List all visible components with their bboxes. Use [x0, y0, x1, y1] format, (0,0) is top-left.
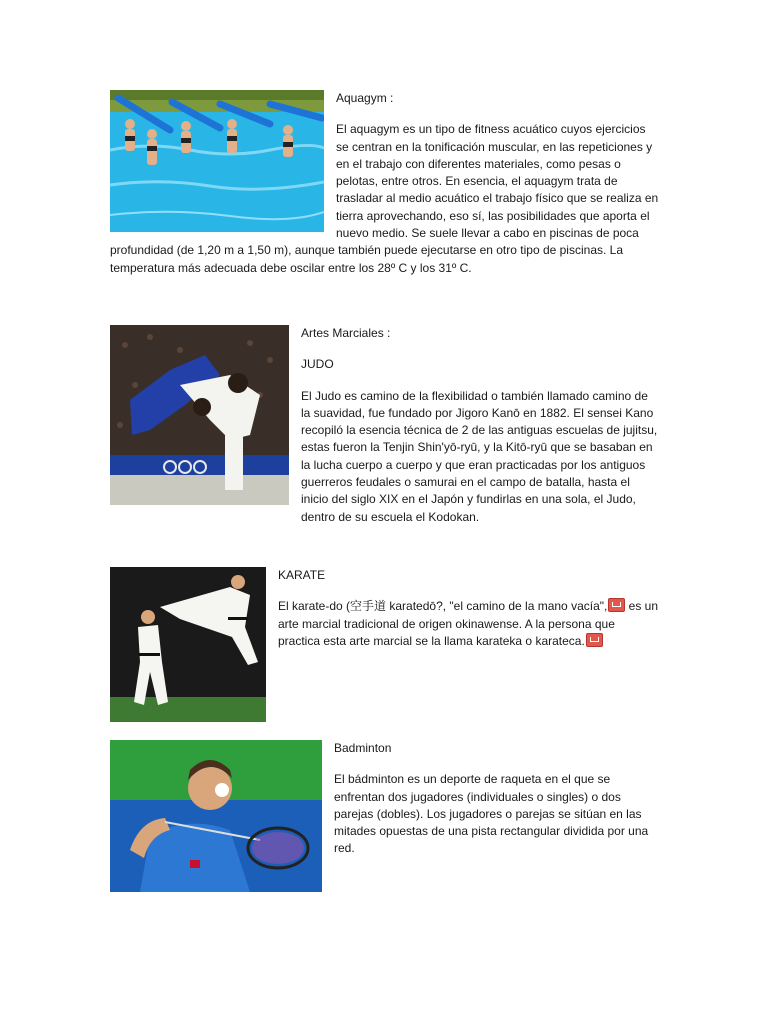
aquagym-body: El aquagym es un tipo de fitness acuático cuyos ejercicios se centran en la tonificación muscular, en las repeticiones y en el trabajo con diferentes materiales, como pesas o pelotas, entre otros. En esencia, el aquagym trata de trasladar al medio acuático el trabajo físico que se realiza en tierra aprovechando, eso sí, las posibilidades que aporta el nuevo medio. Se suele llevar a cabo en piscinas de poca profundidad (de 1,20 m a 1,50 m), aunque también puede ejecutarse en otro tipo de piscinas. La temperatura más adecuada debe oscilar entre los 28º C y los 31º C. — [110, 122, 659, 275]
badminton-photo — [110, 740, 322, 892]
judo-body: El Judo es camino de la flexibilidad o también llamado camino de la suavidad, fue fundado por Jigoro Kanō en 1882. El sensei Kano recopiló la esencia técnica de 2 de las antiguas escuelas de jujitsu, estas fueron la Tenjin Shin'yō-ryū, y la Kitō-ryū que se basaban en la lucha cuerpo a cuerpo y que eran practicadas por los antiguos guerreros feudales o samurai en el campo de batalla, hasta el inicio del siglo XIX en el Japón y fundirlas en una sola, el Judo, dentro de su escuela el Kodokan. — [301, 388, 658, 524]
karate-photo — [110, 567, 266, 722]
section-karate — [110, 567, 660, 726]
aquagym-title: Aquagym : — [336, 91, 394, 105]
karate-body-part-2: es un arte marcial tradicional de origen okinawense. A la persona que practica esta arte marcial se la llama karateka o karateca. — [278, 599, 659, 648]
artes-marciales-title: Artes Marciales : — [301, 326, 391, 340]
section-badminton — [110, 740, 660, 896]
section-artes-marciales — [110, 325, 660, 526]
reference-marker-icon[interactable] — [586, 633, 603, 647]
section-aquagym — [110, 90, 660, 277]
karate-title: KARATE — [278, 568, 326, 582]
badminton-body: El bádminton es un deporte de raqueta en el que se enfrentan dos jugadores (individuales o singles) o dos parejas (dobles). Los jugadores o parejas se sitúan en las mitades opuestas de una pista rectangular dividida por una red. — [334, 772, 649, 856]
karate-body-part-1: El karate-do (空手道 karatedō?, "el camino de la mano vacía", — [278, 599, 608, 614]
judo-photo — [110, 325, 289, 505]
reference-marker-icon[interactable] — [608, 598, 625, 612]
aquagym-photo — [110, 90, 324, 232]
badminton-title: Badminton — [334, 741, 392, 755]
judo-title: JUDO — [301, 357, 334, 372]
